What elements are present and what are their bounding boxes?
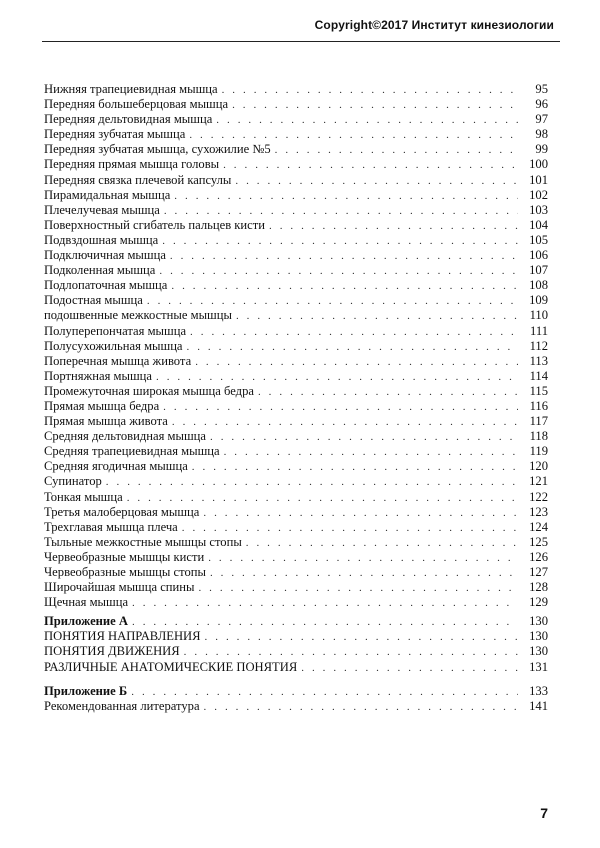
- toc-entry-label: Промежуточная широкая мышца бедра: [44, 383, 254, 398]
- toc-leader-dots: [132, 596, 518, 611]
- toc-leader-dots: [269, 219, 518, 234]
- toc-entry-label: Подключичная мышца: [44, 248, 166, 263]
- toc-entry-label: подошвенные межкостные мышцы: [44, 308, 232, 323]
- toc-entry: [44, 490, 548, 505]
- toc-entry-page: 109: [529, 293, 548, 308]
- toc-entry-label: Подколенная мышца: [44, 263, 156, 278]
- toc-entry-page: 130: [529, 614, 548, 629]
- toc-entry-label: Подостная мышца: [44, 293, 143, 308]
- toc-entry: [44, 444, 548, 459]
- toc-entry: [44, 580, 548, 595]
- toc-entry: [44, 293, 548, 308]
- toc-entry-label: Нижняя трапециевидная мышца: [44, 82, 218, 96]
- toc-entry: [44, 595, 548, 610]
- toc-leader-dots: [131, 685, 518, 700]
- toc-entry-page: 104: [529, 217, 548, 232]
- toc-entry-label: Передняя прямая мышца головы: [44, 157, 220, 172]
- toc-entry: [44, 308, 548, 323]
- toc-entry-page: 130: [529, 644, 548, 659]
- toc-leader-dots: [203, 506, 518, 521]
- toc-entry-literature: [44, 699, 548, 714]
- toc-leader-dots: [106, 475, 518, 490]
- toc-entry-page: 141: [529, 698, 548, 713]
- toc-entry-label: Передняя зубчатая мышца, сухожилие №5: [44, 142, 271, 157]
- toc-entry-page: 128: [529, 580, 548, 595]
- toc-entry: [44, 520, 548, 535]
- toc-entry: [44, 324, 548, 339]
- toc-entry-page: 103: [529, 202, 548, 217]
- toc-leader-dots: [258, 385, 518, 400]
- toc-entry-page: 100: [529, 157, 548, 172]
- toc-entry-label: Передняя дельтовидная мышца: [44, 112, 213, 127]
- toc-entry-page: 127: [529, 565, 548, 579]
- toc-leader-dots: [190, 325, 518, 340]
- toc-entry-page: 106: [529, 248, 548, 263]
- toc-entry-page: 108: [529, 278, 548, 293]
- toc-entry: [44, 505, 548, 520]
- toc-entry-page: 118: [529, 429, 548, 444]
- toc-leader-dots: [187, 340, 518, 355]
- toc-entry-page: 123: [529, 504, 548, 519]
- toc-leader-dots: [184, 645, 518, 660]
- toc-entry-page: 116: [529, 398, 548, 413]
- toc-entry-page: 113: [529, 353, 548, 368]
- toc-leader-dots: [236, 309, 518, 324]
- page-header: Copyright©2017 Институт кинезиологии: [314, 18, 554, 32]
- toc-entry-label: Щечная мышца: [44, 595, 129, 610]
- table-of-contents: [44, 82, 548, 714]
- toc-leader-dots: [275, 143, 518, 158]
- toc-leader-dots: [147, 294, 518, 309]
- toc-entry-label: ПОНЯТИЯ НАПРАВЛЕНИЯ: [44, 629, 201, 644]
- toc-entry-page: 99: [535, 142, 548, 157]
- toc-leader-dots: [163, 400, 518, 415]
- toc-entry-label: Подвздошная мышца: [44, 232, 159, 247]
- toc-entry-page: 98: [535, 127, 548, 142]
- toc-entry: [44, 354, 548, 369]
- toc-entry-label: Прямая мышца бедра: [44, 398, 160, 413]
- toc-muscle-list: [44, 82, 548, 610]
- toc-entry-page: 112: [529, 338, 548, 353]
- toc-entry: [44, 339, 548, 354]
- toc-entry-page: 107: [529, 263, 548, 278]
- toc-entry-page: 133: [529, 683, 548, 698]
- toc-entry: [44, 82, 548, 97]
- toc-entry-label: Тонкая мышца: [44, 489, 123, 504]
- toc-leader-dots: [223, 158, 518, 173]
- toc-entry: [44, 384, 548, 399]
- toc-leader-dots: [204, 700, 518, 715]
- toc-entry-label: Поперечная мышца живота: [44, 353, 192, 368]
- toc-entry: [44, 644, 548, 659]
- toc-leader-dots: [156, 370, 518, 385]
- toc-entry: [44, 203, 548, 218]
- toc-entry-page: 111: [530, 323, 548, 338]
- page-number: 7: [540, 805, 548, 821]
- toc-entry: [44, 233, 548, 248]
- toc-entry-label: РАЗЛИЧНЫЕ АНАТОМИЧЕСКИЕ ПОНЯТИЯ: [44, 659, 298, 674]
- toc-leader-dots: [216, 113, 518, 128]
- toc-entry: [44, 429, 548, 444]
- toc-leader-dots: [224, 445, 518, 460]
- toc-leader-dots: [164, 204, 518, 219]
- toc-appendix-b-section: [44, 684, 548, 714]
- toc-leader-dots: [246, 536, 518, 551]
- toc-leader-dots: [127, 491, 518, 506]
- toc-entry-page: 126: [529, 549, 548, 564]
- toc-entry-label: ПОНЯТИЯ ДВИЖЕНИЯ: [44, 644, 180, 659]
- toc-entry: [44, 248, 548, 263]
- toc-entry: [44, 629, 548, 644]
- toc-entry: [44, 550, 548, 565]
- toc-entry: [44, 263, 548, 278]
- toc-leader-dots: [159, 264, 518, 279]
- toc-leader-dots: [210, 566, 518, 581]
- toc-entry-page: 114: [529, 368, 548, 383]
- toc-entry: [44, 112, 548, 127]
- toc-entry: [44, 565, 548, 580]
- toc-entry-label: Червеобразные мышцы стопы: [44, 565, 206, 579]
- toc-entry-page: 125: [529, 534, 548, 549]
- toc-entry-label: Приложение Б: [44, 683, 128, 698]
- toc-entry: [44, 157, 548, 172]
- toc-entry-label: Передняя зубчатая мышца: [44, 127, 186, 142]
- toc-leader-dots: [192, 460, 518, 475]
- toc-entry-page: 96: [535, 97, 548, 112]
- toc-entry-label: Передняя связка плечевой капсулы: [44, 172, 232, 187]
- toc-leader-dots: [189, 128, 518, 143]
- toc-entry-label: Супинатор: [44, 474, 102, 489]
- toc-entry-appendix-a: [44, 614, 548, 629]
- toc-entry-page: 117: [529, 414, 548, 429]
- toc-entry: [44, 474, 548, 489]
- toc-leader-dots: [174, 189, 518, 204]
- toc-entry-label: Портняжная мышца: [44, 368, 152, 383]
- toc-entry: [44, 399, 548, 414]
- toc-entry-label: Широчайшая мышца спины: [44, 580, 195, 595]
- toc-entry-label: Средняя ягодичная мышца: [44, 459, 188, 474]
- toc-leader-dots: [171, 279, 518, 294]
- toc-entry: [44, 218, 548, 233]
- toc-entry-page: 102: [529, 187, 548, 202]
- toc-leader-dots: [301, 661, 518, 676]
- toc-entry: [44, 278, 548, 293]
- toc-entry-label: Полуперепончатая мышца: [44, 323, 187, 338]
- toc-leader-dots: [172, 415, 518, 430]
- toc-entry-label: Приложение А: [44, 614, 129, 629]
- toc-entry-page: 124: [529, 519, 548, 534]
- toc-entry-label: Средняя трапециевидная мышца: [44, 444, 220, 459]
- toc-entry-page: 129: [529, 595, 548, 610]
- toc-entry-page: 120: [529, 459, 548, 474]
- toc-leader-dots: [205, 630, 518, 645]
- toc-entry-page: 95: [535, 82, 548, 96]
- toc-entry: [44, 188, 548, 203]
- toc-entry-label: Тыльные межкостные мышцы стопы: [44, 534, 242, 549]
- toc-entry-label: Плечелучевая мышца: [44, 202, 160, 217]
- toc-leader-dots: [210, 430, 518, 445]
- toc-entry-label: Поверхностный сгибатель пальцев кисти: [44, 217, 265, 232]
- toc-entry: [44, 535, 548, 550]
- toc-entry-label: Трехглавая мышца плеча: [44, 519, 178, 534]
- toc-entry: [44, 369, 548, 384]
- toc-entry: [44, 97, 548, 112]
- toc-entry-page: 101: [529, 172, 548, 187]
- toc-entry-page: 121: [529, 474, 548, 489]
- toc-entry-label: Передняя большеберцовая мышца: [44, 97, 229, 112]
- toc-entry: [44, 414, 548, 429]
- toc-entry: [44, 459, 548, 474]
- toc-entry-page: 130: [529, 629, 548, 644]
- toc-leader-dots: [208, 551, 518, 566]
- toc-leader-dots: [232, 98, 518, 113]
- toc-entry-label: Средняя дельтовидная мышца: [44, 429, 207, 444]
- toc-entry-page: 119: [529, 444, 548, 459]
- toc-leader-dots: [198, 581, 518, 596]
- toc-entry-label: Прямая мышца живота: [44, 414, 168, 429]
- toc-entry-page: 105: [529, 232, 548, 247]
- toc-leader-dots: [170, 249, 518, 264]
- toc-entry-appendix-b: [44, 684, 548, 699]
- toc-entry: [44, 127, 548, 142]
- toc-leader-dots: [195, 355, 518, 370]
- toc-entry-page: 97: [535, 112, 548, 127]
- toc-entry-label: Полусухожильная мышца: [44, 338, 183, 353]
- toc-entry-page: 122: [529, 489, 548, 504]
- toc-entry-label: Третья малоберцовая мышца: [44, 504, 200, 519]
- toc-entry-label: Рекомендованная литература: [44, 698, 200, 713]
- toc-leader-dots: [235, 174, 518, 189]
- toc-appendix-a-list: [44, 629, 548, 674]
- toc-leader-dots: [222, 83, 518, 98]
- toc-entry-label: Подлопаточная мышца: [44, 278, 168, 293]
- toc-entry-page: 110: [529, 308, 548, 323]
- toc-entry: [44, 173, 548, 188]
- toc-leader-dots: [132, 615, 518, 630]
- toc-appendix-a-section: [44, 614, 548, 674]
- toc-entry-page: 131: [529, 659, 548, 674]
- toc-entry: [44, 142, 548, 157]
- header-rule: [42, 41, 560, 42]
- toc-entry-label: Червеобразные мышцы кисти: [44, 549, 205, 564]
- toc-leader-dots: [182, 521, 518, 536]
- toc-entry-label: Пирамидальная мышца: [44, 187, 171, 202]
- toc-entry: [44, 660, 548, 675]
- toc-leader-dots: [162, 234, 518, 249]
- toc-entry-page: 115: [529, 383, 548, 398]
